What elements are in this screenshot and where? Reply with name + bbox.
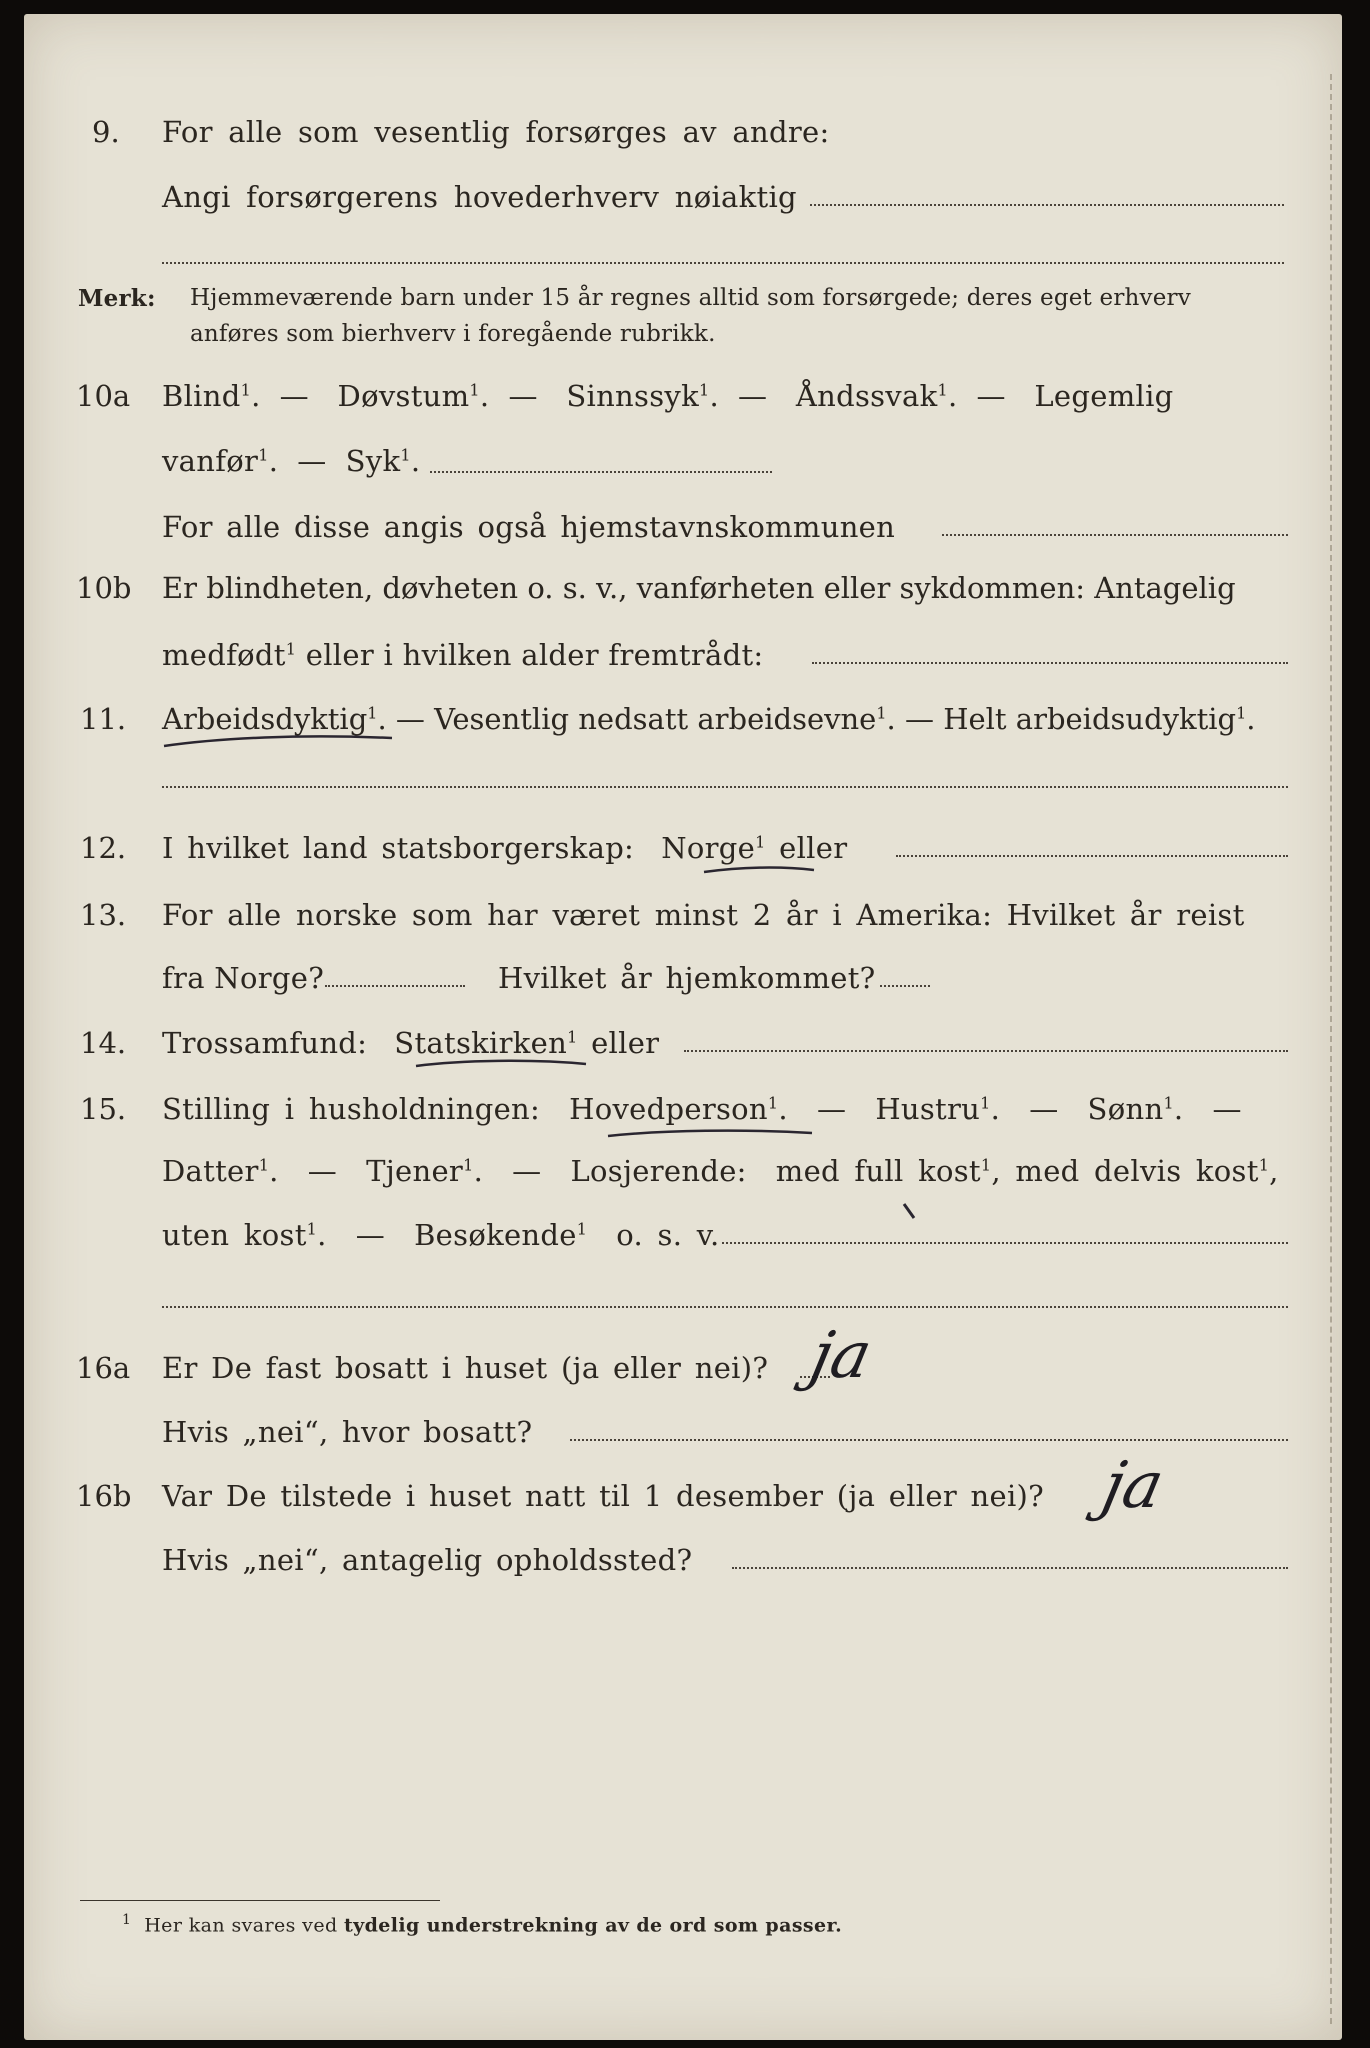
q14-answer-line[interactable] [684, 1050, 1288, 1052]
q16b-handwritten-answer[interactable]: ja [1096, 1449, 1170, 1523]
q10b-medfodt: medfødt [162, 638, 286, 672]
q12-handwritten-underline [700, 862, 820, 878]
q15-number: 15. [80, 1092, 127, 1126]
q10b-line2-rest: eller i hvilken alder fremtrådt: [305, 638, 764, 672]
q9-number: 9. [92, 115, 120, 149]
q12-eller: eller [779, 831, 848, 865]
q15-delvis[interactable]: med delvis kost [1015, 1154, 1259, 1188]
q15-losjerende: Losjerende: [570, 1154, 747, 1188]
q15-line3: uten kost$^1$. — Besøkende$^1$ o. s. v. [162, 1218, 720, 1252]
q11-opt-arbeidsdyktig[interactable]: Arbeidsdyktig [162, 702, 368, 736]
q10a-answer-line[interactable] [430, 471, 772, 473]
q10b-line2: medfødt$^1$ eller i hvilken alder fremtrådt: [162, 638, 764, 672]
q12-line: I hvilket land statsborgerskap: Norge$^1$ eller [162, 831, 848, 865]
q10a-line1: Blind$^1$. — Døvstum$^1$. — Sinnssyk$^1$. — Åndssvak$^1$. — Legemlig [162, 379, 1174, 413]
q16a-line1: Er De fast bosatt i huset (ja eller nei)? [162, 1351, 769, 1385]
q15-uten[interactable]: uten kost [162, 1218, 307, 1252]
q13-hjemkommet-line[interactable] [880, 985, 930, 987]
q12-number: 12. [80, 831, 127, 865]
q13-hjem: Hvilket år hjemkommet? [498, 961, 876, 995]
q11-opt-nedsatt[interactable]: Vesentlig nedsatt arbeidsevne [434, 702, 877, 736]
q10b-line1: Er blindheten, døvheten o. s. v., vanførheten eller sykdommen: Antagelig [162, 571, 1236, 605]
q14-number: 14. [80, 1026, 127, 1060]
q16b-line1: Var De tilstede i huset natt til 1 desember (ja eller nei)? [162, 1479, 1044, 1513]
q11-opt-udyktig[interactable]: Helt arbeidsudyktig [943, 702, 1237, 736]
q10a-dovstum: Døvstum [337, 379, 470, 413]
q10a-line2: vanfør$^1$. — Syk$^1$. [162, 444, 421, 478]
q16b-opholdssted-line[interactable] [732, 1567, 1288, 1569]
q11-number: 11. [80, 702, 127, 736]
q14-statskirken[interactable]: Statskirken [394, 1026, 568, 1060]
q10a-line3: For alle disse angis også hjemstavnskommunen [162, 510, 896, 544]
q12-norge[interactable]: Norge [661, 831, 756, 865]
q9-answer-line-2[interactable] [162, 262, 1284, 264]
q10a-sinnssyk: Sinnssyk [566, 379, 699, 413]
q14-handwritten-underline [412, 1056, 592, 1074]
q14-line: Trossamfund: Statskirken$^1$ eller [162, 1026, 660, 1060]
q15-sonn[interactable]: Sønn [1087, 1092, 1164, 1126]
q14-text: Trossamfund: [162, 1026, 368, 1060]
q13-fra: fra Norge? [162, 961, 325, 995]
q15-tjener[interactable]: Tjener [366, 1154, 464, 1188]
q13-reist-line[interactable] [325, 985, 465, 987]
q15-full[interactable]: med full kost [775, 1154, 981, 1188]
q10b-number: 10b [76, 571, 132, 605]
q15-handwritten-tick [900, 1200, 920, 1224]
q11-handwritten-underline [160, 728, 400, 752]
q10a-number: 10a [76, 379, 131, 413]
q15-besokende[interactable]: Besøkende [414, 1218, 577, 1252]
q15-line1: Stilling i husholdningen: Hovedperson$^1$. — Hustru$^1$. — Sønn$^1$. — [162, 1092, 1242, 1126]
footnote-rule [80, 1900, 440, 1901]
q16b-line2: Hvis „nei“, antagelig opholdssted? [162, 1543, 693, 1577]
q9-line2: Angi forsørgerens hovederhverv nøiaktig [162, 180, 797, 214]
q13-line1: For alle norske som har været minst 2 år i Amerika: Hvilket år reist [162, 898, 1245, 932]
q9-answer-line[interactable] [810, 204, 1284, 206]
q15-hovedperson[interactable]: Hovedperson [569, 1092, 768, 1126]
q16a-line2: Hvis „nei“, hvor bosatt? [162, 1415, 533, 1449]
merk-line1: Hjemmeværende barn under 15 år regnes alltid som forsørgede; deres eget erhverv [190, 285, 1191, 311]
footnote-text-pre: Her kan svares ved [144, 1914, 338, 1937]
q15-osv: o. s. v. [616, 1218, 720, 1252]
q10a-blind: Blind [162, 379, 241, 413]
q12-text: I hvilket land statsborgerskap: [162, 831, 635, 865]
q13-number: 13. [80, 898, 127, 932]
q15-text: Stilling i husholdningen: [162, 1092, 541, 1126]
q11-answer-line[interactable] [162, 786, 1288, 788]
q14-eller: eller [591, 1026, 660, 1060]
q10b-answer-line[interactable] [812, 662, 1288, 664]
perforated-edge [1330, 74, 1332, 2024]
q10a-legemlig: Legemlig [1034, 379, 1174, 413]
q12-answer-line[interactable] [896, 855, 1288, 857]
q16b-number: 16b [76, 1479, 132, 1513]
q15-datter[interactable]: Datter [162, 1154, 259, 1188]
q15-line2: Datter$^1$. — Tjener$^1$. — Losjerende: med full kost$^1$, med delvis kost$^1$, [162, 1154, 1279, 1188]
q15-hustru[interactable]: Hustru [875, 1092, 981, 1126]
q16a-handwritten-answer[interactable]: ja [804, 1319, 878, 1393]
q15-answer-line[interactable] [722, 1242, 1288, 1244]
footnote [122, 1912, 842, 1936]
q15-answer-line-2[interactable] [162, 1306, 1288, 1308]
footnote-text-bold: tydelig understrekning av de ord som passer. [343, 1914, 843, 1937]
q16a-bosatt-line[interactable] [570, 1439, 1288, 1441]
q10a-andssvak: Åndssvak [795, 379, 938, 413]
merk-line2: anføres som bierhverv i foregående rubrikk. [190, 321, 716, 347]
q11-line: Arbeidsdyktig$^1$. — Vesentlig nedsatt arbeidsevne$^1$. — Helt arbeidsudyktig$^1$. [162, 702, 1256, 736]
q10a-vanfor: vanfør [162, 444, 259, 478]
q9-line1: For alle som vesentlig forsørges av andre: [162, 115, 830, 149]
footnote-mark: 1 [122, 1912, 132, 1928]
merk-label: Merk: [78, 285, 156, 312]
q10a-hjemstavn-line[interactable] [942, 534, 1288, 536]
q10a-syk: Syk [345, 444, 401, 478]
q15-handwritten-underline [604, 1126, 818, 1142]
q16a-number: 16a [76, 1351, 131, 1385]
